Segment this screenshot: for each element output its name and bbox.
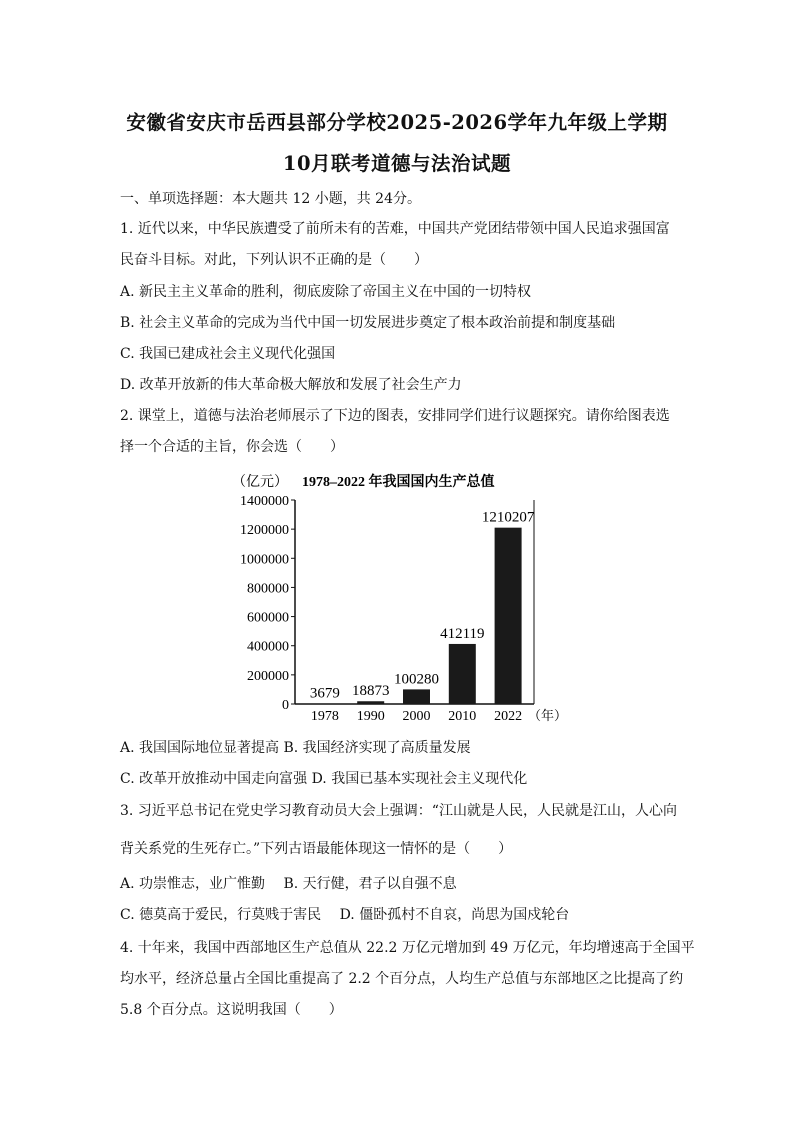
document-title-line-1: 安徽省安庆市岳西县部分学校2025-2026学年九年级上学期 xyxy=(126,111,668,134)
q3-options-line-1: A. 功崇惟志，业广惟勤 B. 天行健，君子以自强不息 xyxy=(120,876,457,892)
q4-stem-line-2: 均水平，经济总量占全国比重提高了 2.2 个百分点，人均生产总值与东部地区之比提高了约 xyxy=(120,971,684,987)
bar-value-label: 18873 xyxy=(351,683,390,700)
q4-stem-line-3: 5.8 个百分点。这说明我国（ ） xyxy=(120,1002,343,1018)
q2-stem-line-1: 2. 课堂上，道德与法治老师展示了下边的图表，安排同学们进行议题探究。请你给图表选 xyxy=(120,408,670,424)
x-tick-label: 1978 xyxy=(310,709,339,724)
chart-title: 1978–2022 年我国国内生产总值 xyxy=(302,475,495,490)
y-ticks xyxy=(240,494,295,713)
q2-stem-line-2: 择一个合适的主旨，你会选（ ） xyxy=(120,439,344,455)
q2-options-line-2: C. 改革开放推动中国走向富强 D. 我国已基本实现社会主义现代化 xyxy=(120,771,528,787)
chart-xlabel: （年） xyxy=(528,708,568,723)
y-tick-label: 800000 xyxy=(247,581,289,597)
bar-2000 xyxy=(403,689,430,704)
x-tick-label: 1990 xyxy=(356,709,385,724)
q1-option-c: C. 我国已建成社会主义现代化强国 xyxy=(120,346,336,362)
gdp-bar-chart xyxy=(232,470,568,732)
q3-stem-line-1: 3. 习近平总书记在党史学习教育动员大会上强调：“江山就是人民，人民就是江山，人心向 xyxy=(120,803,677,819)
q4-stem-line-1: 4. 十年来，我国中西部地区生产总值从 22.2 万亿元增加到 49 万亿元，年均增速高于全国平 xyxy=(120,940,695,956)
q1-stem-line-1: 1. 近代以来，中华民族遭受了前所未有的苦难，中国共产党团结带领中国人民追求强国富 xyxy=(120,221,670,237)
y-tick-label: 1400000 xyxy=(240,494,289,509)
y-tick-label: 400000 xyxy=(247,639,289,655)
x-tick-label: 2022 xyxy=(494,709,523,724)
q1-option-d: D. 改革开放新的伟大革命极大解放和发展了社会生产力 xyxy=(120,377,462,393)
bar-1978 xyxy=(311,703,338,704)
q1-stem-line-2: 民奋斗目标。对此，下列认识不正确的是（ ） xyxy=(120,252,428,268)
section-header: 一、单项选择题：本大题共 12 小题，共 24分。 xyxy=(120,191,421,207)
x-tick-label: 2010 xyxy=(448,709,477,724)
bars xyxy=(310,510,535,704)
bar-2022 xyxy=(495,528,522,704)
q2-options-line-1: A. 我国国际地位显著提高 B. 我国经济实现了高质量发展 xyxy=(120,740,471,756)
bar-value-label: 412119 xyxy=(440,625,485,642)
y-tick-label: 600000 xyxy=(247,610,289,626)
q1-option-b: B. 社会主义革命的完成为当代中国一切发展进步奠定了根本政治前提和制度基础 xyxy=(120,315,616,331)
x-tick-label: 2000 xyxy=(402,709,431,724)
bar-2010 xyxy=(449,644,476,704)
y-tick-label: 0 xyxy=(282,698,289,713)
bar-value-label: 1210207 xyxy=(481,509,535,526)
bar-1990 xyxy=(357,701,384,704)
q3-stem-line-2: 背关系党的生死存亡。”下列古语最能体现这一情怀的是（ ） xyxy=(120,841,513,857)
y-tick-label: 1200000 xyxy=(240,523,289,539)
x-ticks xyxy=(311,709,522,724)
q3-options-line-2: C. 德莫高于爱民，行莫贱于害民 D. 僵卧孤村不自哀，尚思为国戍轮台 xyxy=(120,907,570,923)
chart-ylabel: （亿元） xyxy=(232,475,288,490)
bar-value-label: 3679 xyxy=(309,685,340,702)
document-title-line-2: 10月联考道德与法治试题 xyxy=(282,152,512,175)
bar-value-label: 100280 xyxy=(394,671,439,688)
y-tick-label: 1000000 xyxy=(240,552,289,568)
q1-option-a: A. 新民主主义革命的胜利，彻底废除了帝国主义在中国的一切特权 xyxy=(120,284,532,300)
y-tick-label: 200000 xyxy=(247,668,289,684)
